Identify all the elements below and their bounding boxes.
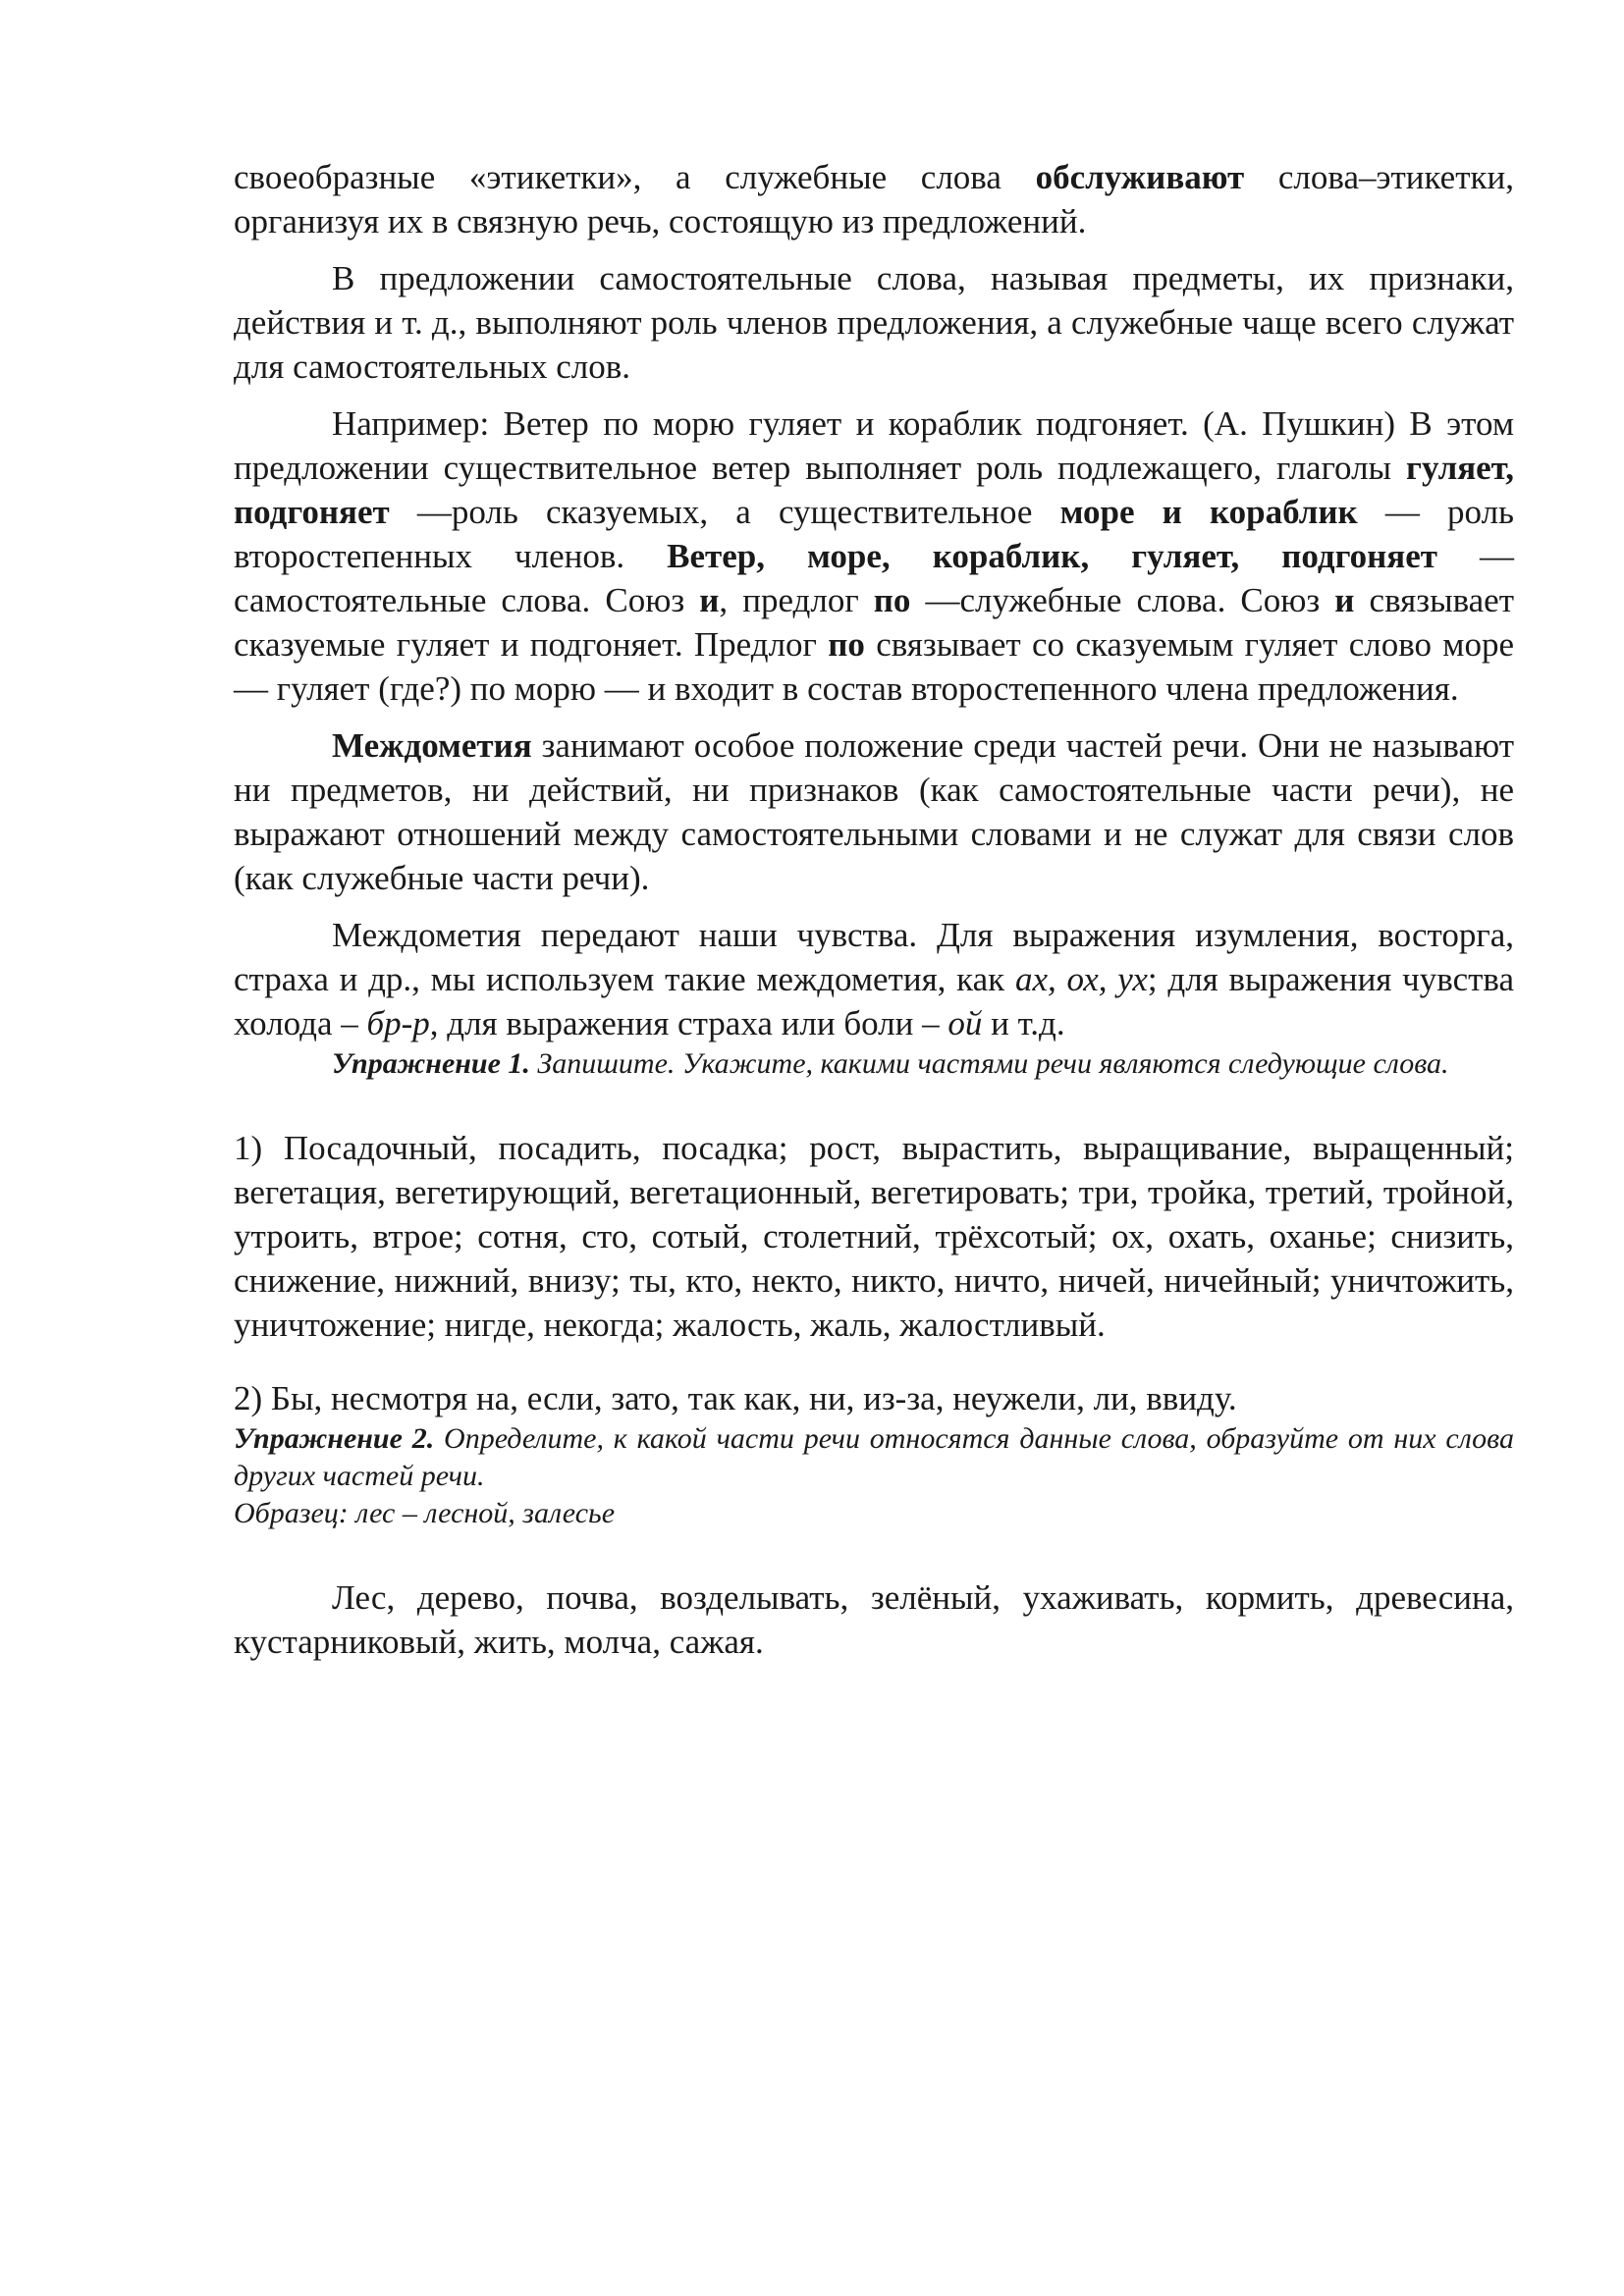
exercise-1-list-1: 1) Посадочный, посадить, посадка; рост, вырастить, выращивание, выращенный; вегетация, вегетирующий, вегетационный, вегетировать; три, тройка, третий, тройной, утроить, втрое; сотня, сто, сотый, столетний, трёхсотый; ох, охать, оханье; снизить, снижение, нижний, внизу; ты, кто, некто, никто, ничто, ничей, ничейный; уничтожить, уничтожение; нигде, некогда; жалость, жаль, жалостливый. (234, 1129, 1514, 1344)
paragraph-example: Например: Ветер по морю гуляет и кораблик подгоняет. (А. Пушкин) В этом предложении существительное ветер выполняет роль подлежащего, глаголы гуляет, подгоняет —роль сказуемых, а существительное море и кораблик — роль второстепенных членов. Ветер, море, кораблик, гуляет, подгоняет — самостоятельные слова. Союз и, предлог по —служебные слова. Союз и связывает сказуемые гуляет и подгоняет. Предлог по связывает со сказуемым гуляет слово море — гуляет (где?) по морю — и входит в состав второстепенного члена предложения. (234, 404, 1515, 708)
exercise-title: Упражнение 2. (234, 1422, 435, 1455)
bold-term: море и кораблик (1059, 493, 1358, 531)
exercise-2-words: Лес, дерево, почва, возделывать, зелёный, ухаживать, кормить, древесина, кустарниковый, жить, молча, сажая. (234, 1578, 1514, 1661)
bold-term: гуляет, подгоняет (234, 449, 1514, 531)
bold-term: Междометия (332, 726, 532, 765)
bold-term: обслуживают (1035, 158, 1245, 196)
bold-term: и (699, 581, 720, 619)
exercise-title: Упражнение 1. (332, 1047, 530, 1080)
document-page (234, 155, 1514, 1664)
paragraph-interjections: Междометия занимают особое положение среди частей речи. Они не называют ни предметов, ни действий, ни признаков (как самостоятельные части речи), не выражают отношений между самостоятельными словами и не служат для связи слов (как служебные части речи). (234, 726, 1514, 897)
italic-example: ах, ох, ух (1014, 960, 1148, 998)
paragraph-service-words: своеобразные «этикетки», а служебные слова обслуживают слова–этикетки, организуя их в связную речь, состоящую из предложений. (234, 158, 1514, 240)
italic-example: ой (947, 1004, 983, 1042)
paragraph-sentence-members: В предложении самостоятельные слова, называя предметы, их признаки, действия и т. д., выполняют роль членов предложения, а служебные чаще всего служат для самостоятельных слов. (234, 259, 1514, 386)
exercise-1-list-2: 2) Бы, несмотря на, если, зато, так как, ни, из-за, неужели, ли, ввиду. (234, 1379, 1237, 1417)
bold-term: по (873, 581, 911, 619)
paragraph-feelings: Междометия передают наши чувства. Для выражения изумления, восторга, страха и др., мы используем такие междометия, как ах, ох, ух; для выражения чувства холода – бр-р, для выражения страха или боли – ой и т.д. (234, 916, 1515, 1042)
exercise-2-sample: Образец: лес – лесной, залесье (234, 1497, 616, 1529)
exercise-1-heading: Упражнение 1. Запишите. Укажите, какими частями речи являются следующие слова. (332, 1047, 1449, 1080)
bold-term: по (828, 625, 865, 664)
exercise-2-heading: Упражнение 2. Определите, к какой части речи относятся данные слова, образуйте от них слова других частей речи. (234, 1422, 1514, 1492)
italic-example: бр-р (366, 1004, 430, 1042)
bold-term: и (1334, 581, 1355, 619)
bold-term: Ветер, море, кораблик, гуляет, подгоняет (667, 537, 1437, 575)
